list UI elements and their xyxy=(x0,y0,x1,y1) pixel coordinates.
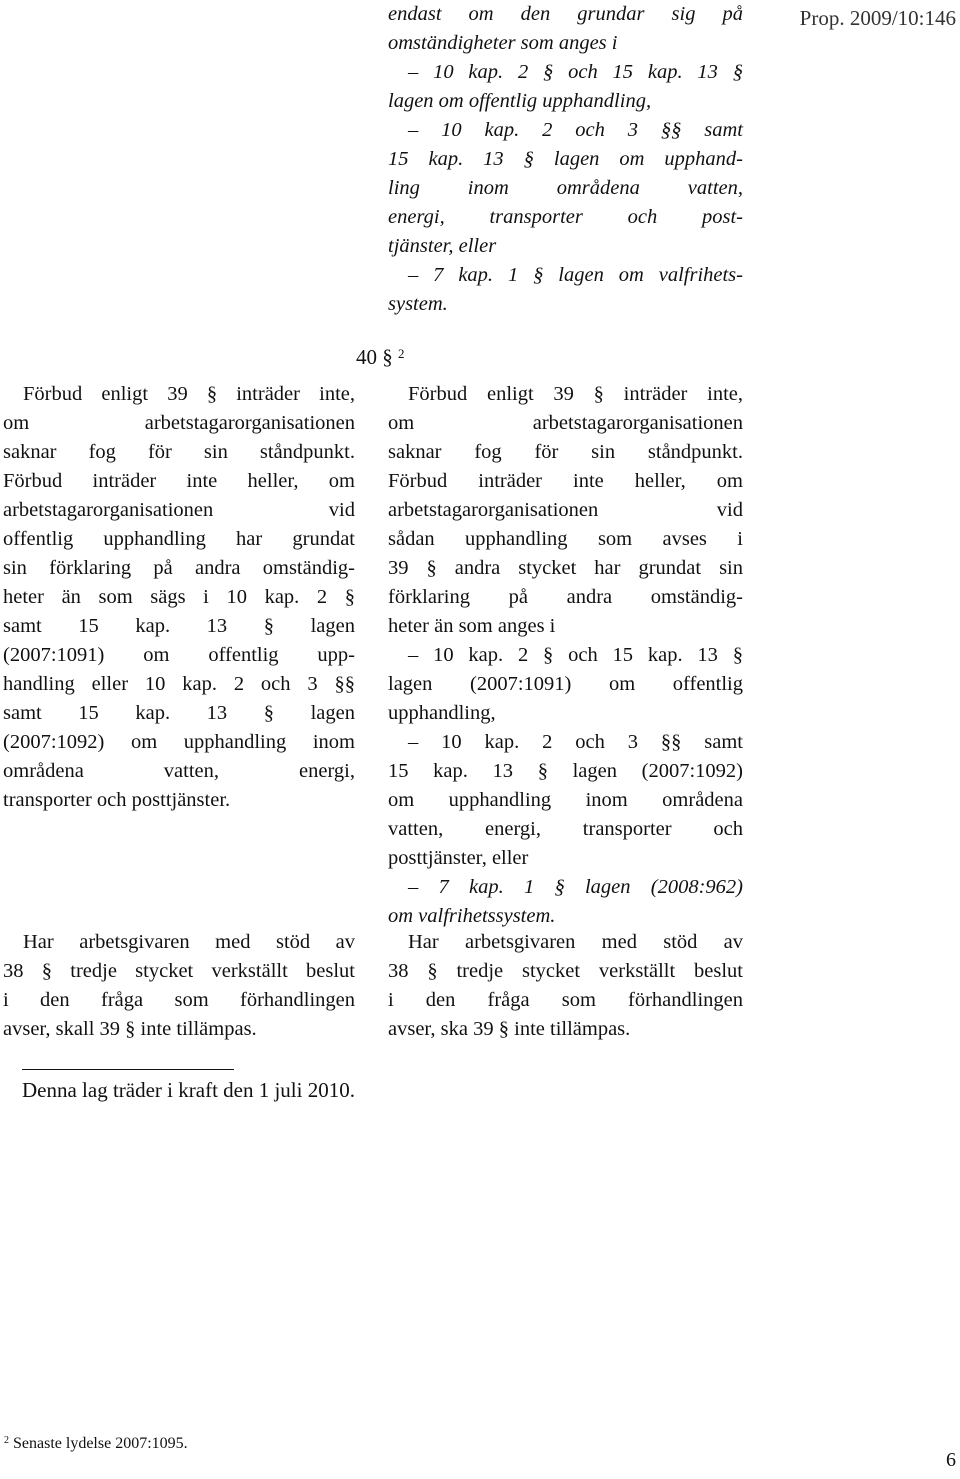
text-line: områdena vatten, energi, xyxy=(3,760,355,782)
text-line: om valfrihetssystem. xyxy=(388,905,556,927)
text-line: – 10 kap. 2 § och 15 kap. 13 § xyxy=(408,644,743,666)
text-line: lagen om offentlig upphandling, xyxy=(388,90,652,112)
text-line: samt 15 kap. 13 § lagen xyxy=(3,615,355,637)
top-continuation-block xyxy=(388,0,743,319)
text-line: offentlig upphandling har grundat xyxy=(3,528,355,550)
text-line: arbetstagarorganisationen vid xyxy=(3,499,355,521)
text-line: 38 § tredje stycket verkställt beslut xyxy=(3,960,355,982)
text-line: – 10 kap. 2 och 3 §§ samt xyxy=(408,731,743,753)
text-line: saknar fog för sin ståndpunkt. xyxy=(3,441,355,463)
text-line: – 10 kap. 2 § och 15 kap. 13 § xyxy=(408,61,743,83)
section-number: 40 § xyxy=(356,345,393,369)
text-line: om upphandling inom områdena xyxy=(388,789,743,811)
text-line: vatten, energi, transporter och xyxy=(388,818,743,840)
text-line: – 10 kap. 2 och 3 §§ samt xyxy=(408,119,743,141)
enactment-clause: Denna lag träder i kraft den 1 juli 2010. xyxy=(22,1078,355,1102)
text-line: heter än som anges i xyxy=(388,615,556,637)
footnote-text: Senaste lydelse 2007:1095. xyxy=(13,1435,188,1452)
proposed-wording-column-para2 xyxy=(388,928,743,1044)
text-line: samt 15 kap. 13 § lagen xyxy=(3,702,355,724)
text-line: transporter och posttjänster. xyxy=(3,789,231,811)
text-line: saknar fog för sin ståndpunkt. xyxy=(388,441,743,463)
text-line: – 7 kap. 1 § lagen om valfrihets- xyxy=(408,264,743,286)
text-line: Förbud inträder inte heller, om xyxy=(3,470,355,492)
text-line: om arbetstagarorganisationen xyxy=(388,412,743,434)
text-line: omständigheter som anges i xyxy=(388,32,618,54)
text-line: arbetstagarorganisationen vid xyxy=(388,499,743,521)
text-line: (2007:1092) om upphandling inom xyxy=(3,731,355,753)
footnote-reference: 2 xyxy=(398,346,405,361)
text-line: heter än som sägs i 10 kap. 2 § xyxy=(3,586,355,608)
text-line: tjänster, eller xyxy=(388,235,497,257)
section-heading xyxy=(356,343,405,372)
text-line: energi, transporter och post- xyxy=(388,206,743,228)
proposed-wording-column xyxy=(388,380,743,931)
text-line: avser, skall 39 § inte tillämpas. xyxy=(3,1018,257,1040)
text-line: endast om den grundar sig på xyxy=(388,3,743,25)
text-line: i den fråga som förhandlingen xyxy=(388,989,743,1011)
text-line: sådan upphandling som avses i xyxy=(388,528,743,550)
enactment-rule xyxy=(22,1069,234,1070)
text-line: (2007:1091) om offentlig upp- xyxy=(3,644,355,666)
text-line: 39 § andra stycket har grundat sin xyxy=(388,557,743,579)
text-line: upphandling, xyxy=(388,702,496,724)
document-reference: Prop. 2009/10:146 xyxy=(799,6,956,30)
text-line: lagen (2007:1091) om offentlig xyxy=(388,673,743,695)
text-line: – 7 kap. 1 § lagen (2008:962) xyxy=(408,876,743,898)
text-line: ling inom områdena vatten, xyxy=(388,177,743,199)
footnote xyxy=(4,1433,188,1455)
current-wording-column-para2 xyxy=(3,928,355,1044)
text-line: om arbetstagarorganisationen xyxy=(3,412,355,434)
text-line: 38 § tredje stycket verkställt beslut xyxy=(388,960,743,982)
footnote-marker: 2 xyxy=(4,1435,9,1446)
text-line: 15 kap. 13 § lagen om upphand- xyxy=(388,148,743,170)
text-line: Förbud inträder inte heller, om xyxy=(388,470,743,492)
text-line: avser, ska 39 § inte tillämpas. xyxy=(388,1018,631,1040)
text-line: Har arbetsgivaren med stöd av xyxy=(408,931,743,953)
text-line: förklaring på andra omständig- xyxy=(388,586,743,608)
text-line: Förbud enligt 39 § inträder inte, xyxy=(408,383,743,405)
text-line: 15 kap. 13 § lagen (2007:1092) xyxy=(388,760,743,782)
text-line: handling eller 10 kap. 2 och 3 §§ xyxy=(3,673,355,695)
page-number: 6 xyxy=(946,1449,956,1471)
text-line: i den fråga som förhandlingen xyxy=(3,989,355,1011)
text-line: Förbud enligt 39 § inträder inte, xyxy=(23,383,355,405)
text-line: system. xyxy=(388,293,448,315)
current-wording-column xyxy=(3,380,355,815)
text-line: posttjänster, eller xyxy=(388,847,529,869)
text-line: Har arbetsgivaren med stöd av xyxy=(23,931,355,953)
text-line: sin förklaring på andra omständig- xyxy=(3,557,355,579)
